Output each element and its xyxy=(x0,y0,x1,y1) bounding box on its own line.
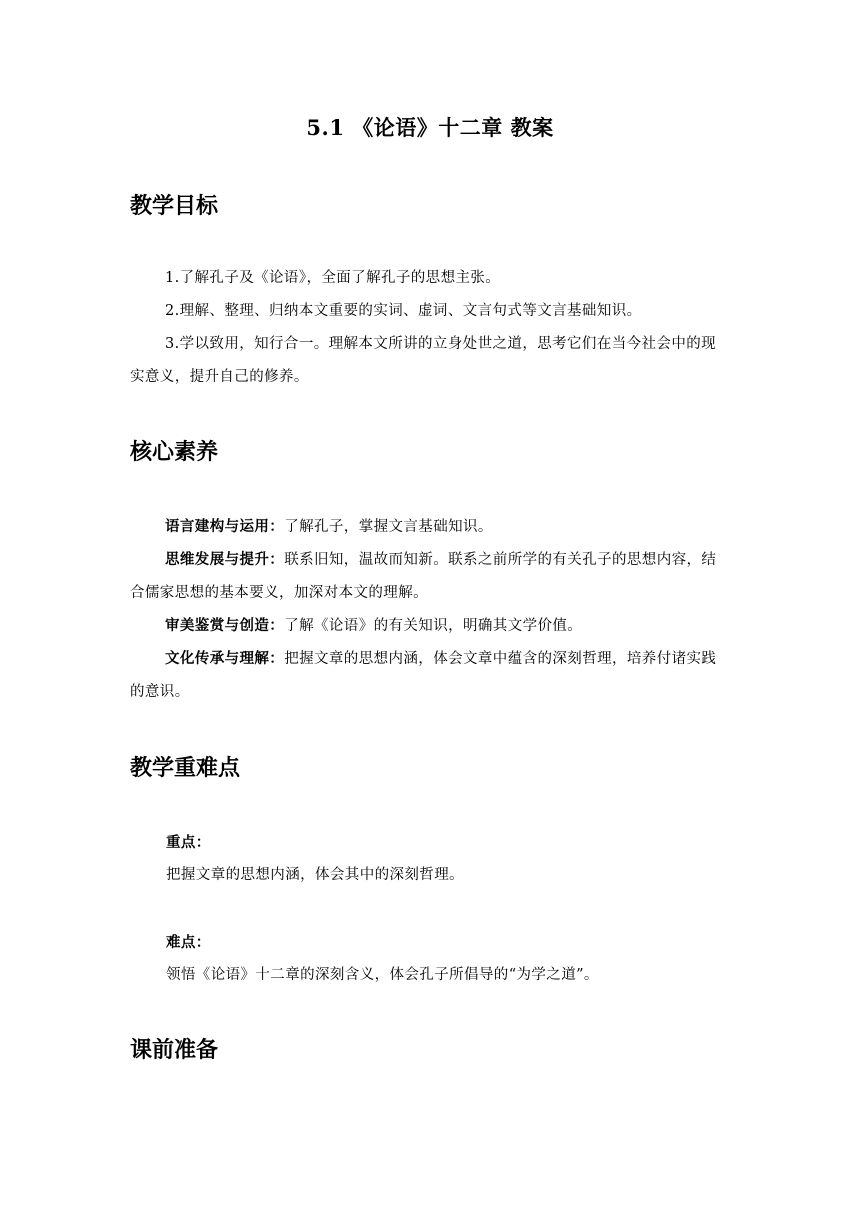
heading-key-points: 教学重难点 xyxy=(130,756,241,781)
literacy-item xyxy=(130,609,730,643)
objective-item: 3.学以致用，知行合一。理解本文所讲的立身处世之道，思考它们在当今社会中的现实意义，提升自己的修养。 xyxy=(130,336,717,385)
focus-label: 重点： xyxy=(166,834,211,851)
literacy-text: 了解孔子，掌握文言基础知识。 xyxy=(284,519,493,535)
literacy-label: 思维发展与提升： xyxy=(165,551,285,568)
difficulty-label: 难点： xyxy=(166,934,211,951)
objective-item: 1.了解孔子及《论语》，全面了解孔子的思想主张。 xyxy=(165,270,501,286)
literacy-item xyxy=(130,543,730,610)
literacy-label: 审美鉴赏与创造： xyxy=(165,617,285,634)
focus-text: 把握文章的思想内涵，体会其中的深刻哲理。 xyxy=(166,867,464,883)
difficulty-text: 领悟《论语》十二章的深刻含义，体会孔子所倡导的“为学之道”。 xyxy=(166,967,599,983)
heading-objectives: 教学目标 xyxy=(130,194,219,219)
objective-item: 2.理解、整理、归纳本文重要的实词、虚词、文言句式等文言基础知识。 xyxy=(165,303,642,319)
literacy-item xyxy=(130,510,730,544)
literacy-text: 把握文章的思想内涵，体会文章中蕴含的深刻哲理，培养付诸实践的意识。 xyxy=(130,651,717,700)
literacy-item xyxy=(130,642,730,709)
literacy-label: 文化传承与理解： xyxy=(165,650,285,667)
literacy-text: 联系旧知，温故而知新。联系之前所学的有关孔子的思想内容，结合儒家思想的基本要义，加深对本文的理解。 xyxy=(130,552,717,601)
heading-preparation: 课前准备 xyxy=(130,1038,219,1063)
literacy-text: 了解《论语》的有关知识，明确其文学价值。 xyxy=(284,618,583,634)
heading-literacy: 核心素养 xyxy=(130,440,219,465)
document-title: 5.1 《论语》十二章 教案 xyxy=(306,115,554,140)
literacy-label: 语言建构与运用： xyxy=(165,518,285,535)
